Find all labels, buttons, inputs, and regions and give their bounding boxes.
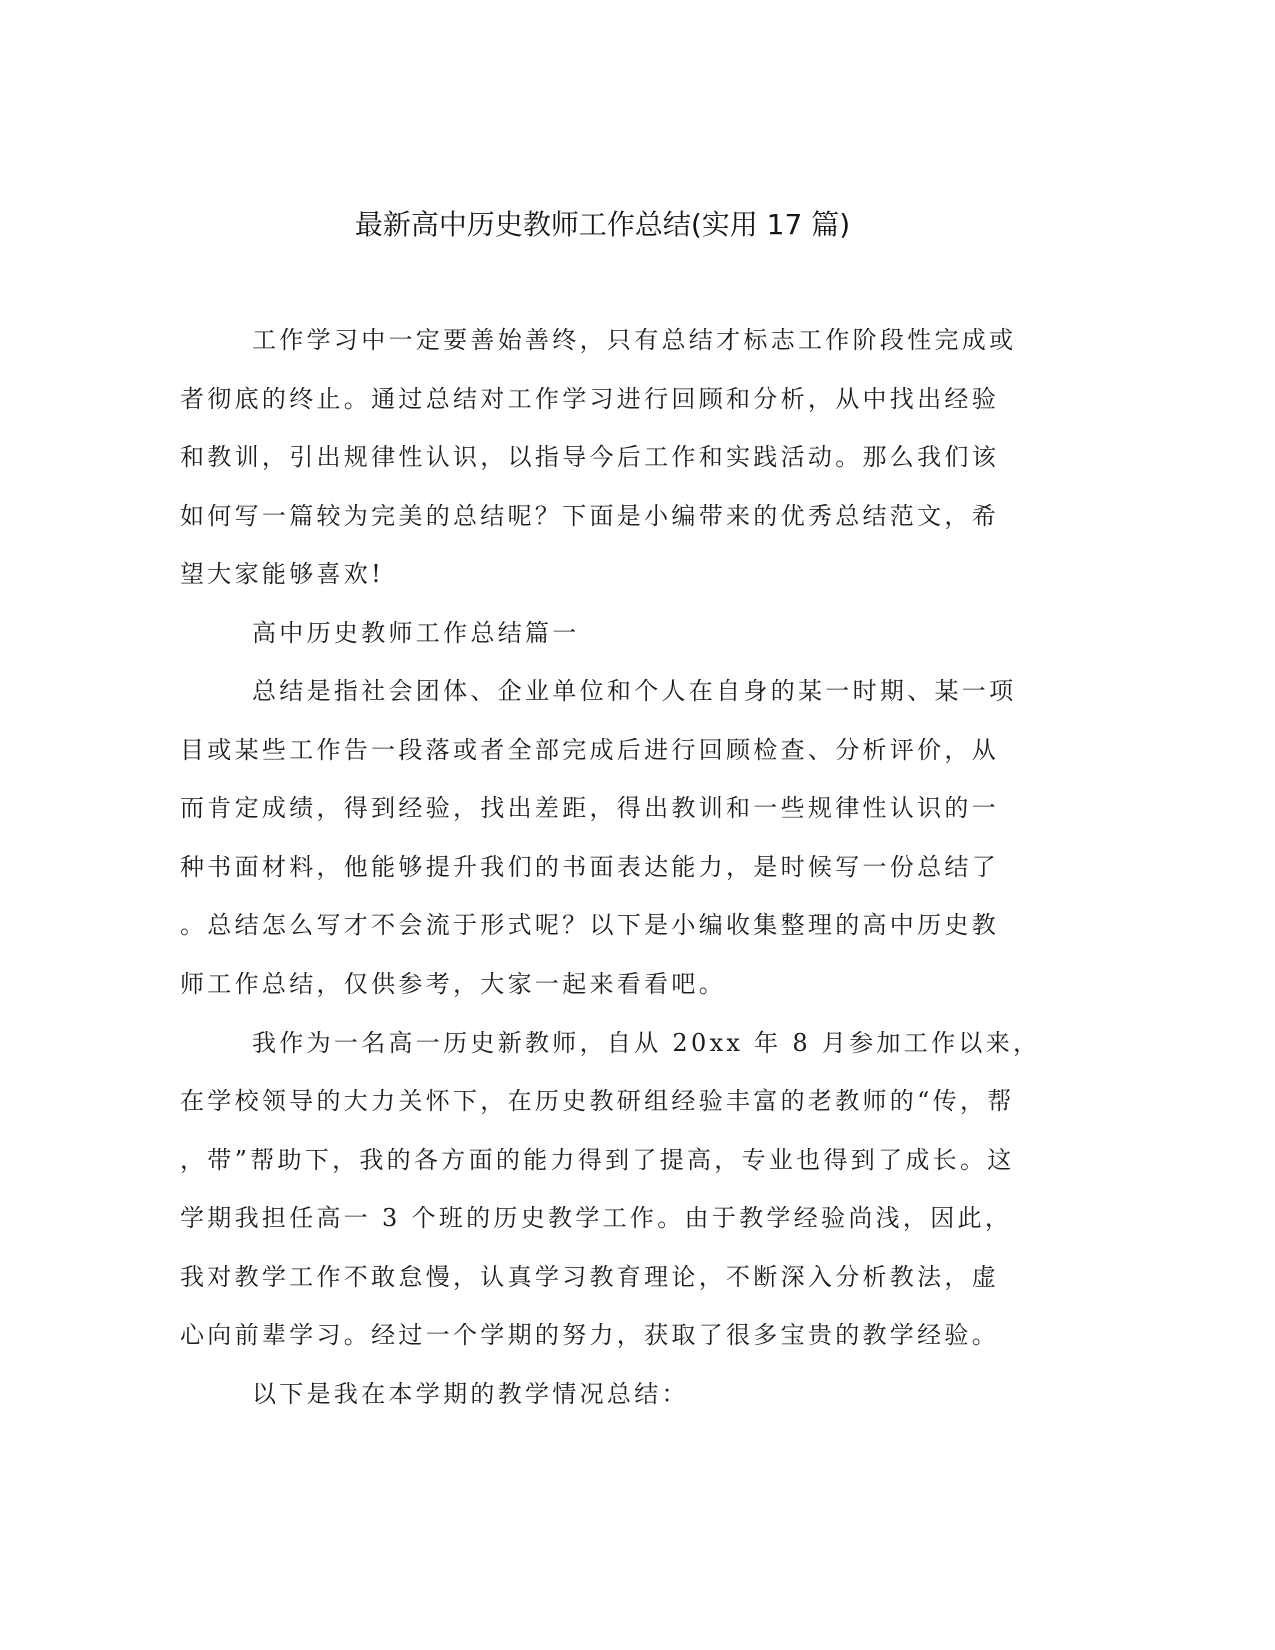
text-line: 在学校领导的大力关怀下，在历史教研组经验丰富的老教师的“传，帮 (180, 1087, 1015, 1116)
text-line: 以下是我在本学期的教学情况总结： (252, 1379, 689, 1408)
text-line: 学期我担任高一 3 个班的历史教学工作。由于教学经验尚浅，因此， (180, 1204, 1013, 1233)
text-line: 者彻底的终止。通过总结对工作学习进行回顾和分析，从中找出经验 (180, 384, 999, 413)
text-line: 总结是指社会团体、企业单位和个人在自身的某一时期、某一项 (252, 677, 1017, 706)
document-body (180, 311, 1060, 1423)
text-line: 而肯定成绩，得到经验，找出差距，得出教训和一些规律性认识的一 (180, 794, 999, 823)
section-heading (180, 604, 1060, 663)
text-line: 心向前辈学习。经过一个学期的努力，获取了很多宝贵的教学经验。 (180, 1321, 999, 1350)
text-line: ，带”帮助下，我的各方面的能力得到了提高，专业也得到了成长。这 (180, 1145, 1015, 1174)
document-title: 最新高中历史教师工作总结(实用 17 篇) (354, 208, 851, 241)
paragraph-self-introduction (180, 1014, 1060, 1365)
text-line: 我对教学工作不敢怠慢，认真学习教育理论，不断深入分析教法，虚 (180, 1262, 999, 1291)
text-line: 如何写一篇较为完美的总结呢？下面是小编带来的优秀总结范文，希 (180, 501, 999, 530)
text-line: 望大家能够喜欢! (180, 560, 385, 589)
text-line: 目或某些工作告一段落或者全部完成后进行回顾检查、分析评价，从 (180, 735, 999, 764)
paragraph-definition (180, 662, 1060, 1013)
text-line: 和教训，引出规律性认识，以指导今后工作和实践活动。那么我们该 (180, 443, 999, 472)
text-line: 工作学习中一定要善始善终，只有总结才标志工作阶段性完成或 (252, 326, 1017, 354)
paragraph-summary-lead (180, 1365, 1060, 1424)
text-line: 种书面材料，他能够提升我们的书面表达能力，是时候写一份总结了 (180, 852, 999, 881)
paragraph-intro (180, 311, 1060, 604)
text-line: 。总结怎么写才不会流于形式呢？以下是小编收集整理的高中历史教 (180, 911, 999, 940)
text-line: 我作为一名高一历史新教师，自从 20xx 年 8 月参加工作以来， (252, 1028, 1041, 1057)
section-heading-text: 高中历史教师工作总结篇一 (252, 618, 580, 647)
text-line: 师工作总结，仅供参考，大家一起来看看吧。 (180, 970, 726, 999)
